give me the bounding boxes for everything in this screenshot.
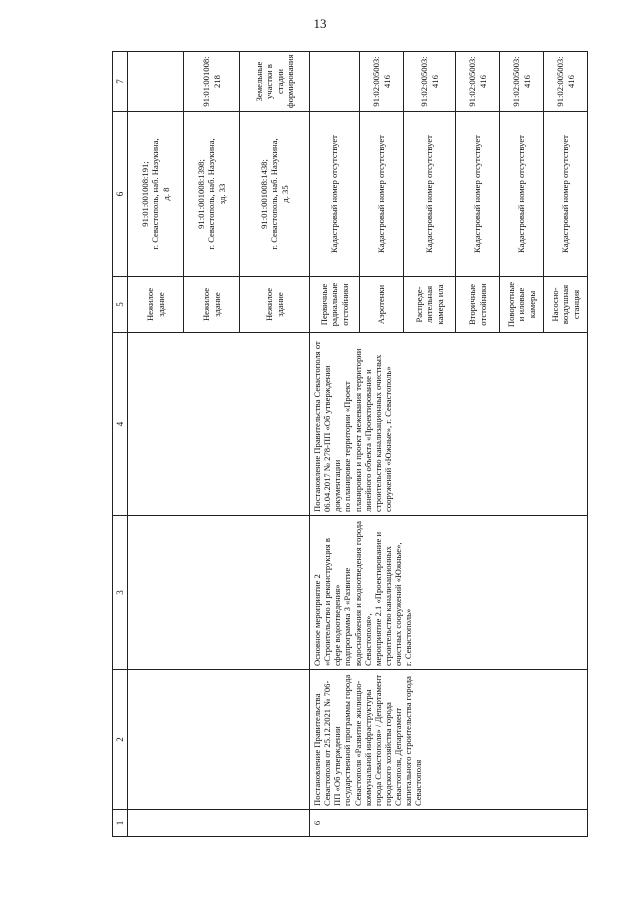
header-cell: 2 xyxy=(113,670,128,810)
object-type-cell: Поворотные и иловые камеры xyxy=(500,277,544,333)
header-cell: 5 xyxy=(113,277,128,333)
header-cell: 3 xyxy=(113,516,128,670)
object-type-cell: Нежилое здание xyxy=(128,277,184,333)
land-plot-cell: 91:02:005003: 416 xyxy=(456,52,500,112)
land-plot-cell: 91:02:005003: 416 xyxy=(500,52,544,112)
land-plot-cell: 91:02:005003: 416 xyxy=(404,52,456,112)
cadastral-cell: Кадастровый номер отсутствует xyxy=(456,112,500,277)
cadastral-cell: Кадастровый номер отсутствует xyxy=(404,112,456,277)
object-type-cell: Насосно- воздушная станция xyxy=(544,277,588,333)
cadastral-cell: Кадастровый номер отсутствует xyxy=(310,112,360,277)
object-type-cell: Распреде- лительная камера ила xyxy=(404,277,456,333)
cadastral-cell: Кадастровый номер отсутствует xyxy=(544,112,588,277)
cadastral-cell: Кадастровый номер отсутствует xyxy=(360,112,404,277)
header-cell: 7 xyxy=(113,52,128,112)
object-type-cell: Аэротенки xyxy=(360,277,404,333)
land-plot-cell xyxy=(128,52,184,112)
rotated-table-wrapper xyxy=(112,52,585,837)
land-plot-cell: 91:01:001008: 218 xyxy=(184,52,240,112)
cadastral-cell: 91:01:001008:1398; г. Севастополь, наб. Назукина, зд. 33 xyxy=(184,112,240,277)
header-cell: 6 xyxy=(113,112,128,277)
land-plot-cell: 91:02:005003: 416 xyxy=(360,52,404,112)
decree-cell: Постановление Правительства Севастополя от 25.12.2021 № 706-ПП «Об утверждении государственной программы города Севастополя «Развитие жилищно-коммунальной инфраструктуры города Севастополя» / Департамент городского хозяйства города Севастополя, Департамент капитального строительства города Севастополя xyxy=(310,670,588,810)
object-type-cell: Вторичные отстойники xyxy=(456,277,500,333)
header-cell: 4 xyxy=(113,333,128,516)
cadastral-cell: 91:01:001008:1438; г. Севастополь, наб. Назукина, д. 35 xyxy=(240,112,310,277)
measure-cell: Основное мероприятие 2 «Строительство и реконструкция в сфере водоотведения» подпрограмма 3 «Развитие водоснабжения и водоотведения города Севастополя», мероприятие 2.1 «Проектирование и строительство канализационных очистных сооружений «Южные», г. Севастополь» xyxy=(310,516,588,670)
page-number: 13 xyxy=(313,16,327,31)
cadastral-cell: 91:01:001008:191; г. Севастополь, наб. Назукина, д. 8 xyxy=(128,112,184,277)
object-type-cell: Первичные радиальные отстойники xyxy=(310,277,360,333)
cadastral-cell: Кадастровый номер отсутствует xyxy=(500,112,544,277)
land-plot-cell: Земельные участки в стадии формирования xyxy=(240,52,310,112)
empty-cell xyxy=(128,810,310,837)
land-plot-cell xyxy=(310,52,360,112)
object-type-cell: Нежилое здание xyxy=(184,277,240,333)
empty-cell xyxy=(128,333,310,516)
table-row xyxy=(310,52,360,837)
entry-number-cell: 6 xyxy=(310,810,588,837)
empty-cell xyxy=(128,516,310,670)
planning-doc-cell: Постановление Правительства Севастополя от 06.04.2017 № 278-ПП «Об утверждении документации по планировке территории «Проект планировки и проект межевания территории линейного объекта «Проектирование и строительство канализационных очистных сооружений «Южные», г. Севастополь» xyxy=(310,333,588,516)
table-row xyxy=(128,52,184,837)
empty-cell xyxy=(128,670,310,810)
object-type-cell: Нежилое здание xyxy=(240,277,310,333)
land-plot-cell: 91:02:005003: 416 xyxy=(544,52,588,112)
header-cell: 1 xyxy=(113,810,128,837)
header-row xyxy=(113,52,128,837)
registry-table xyxy=(112,51,588,837)
